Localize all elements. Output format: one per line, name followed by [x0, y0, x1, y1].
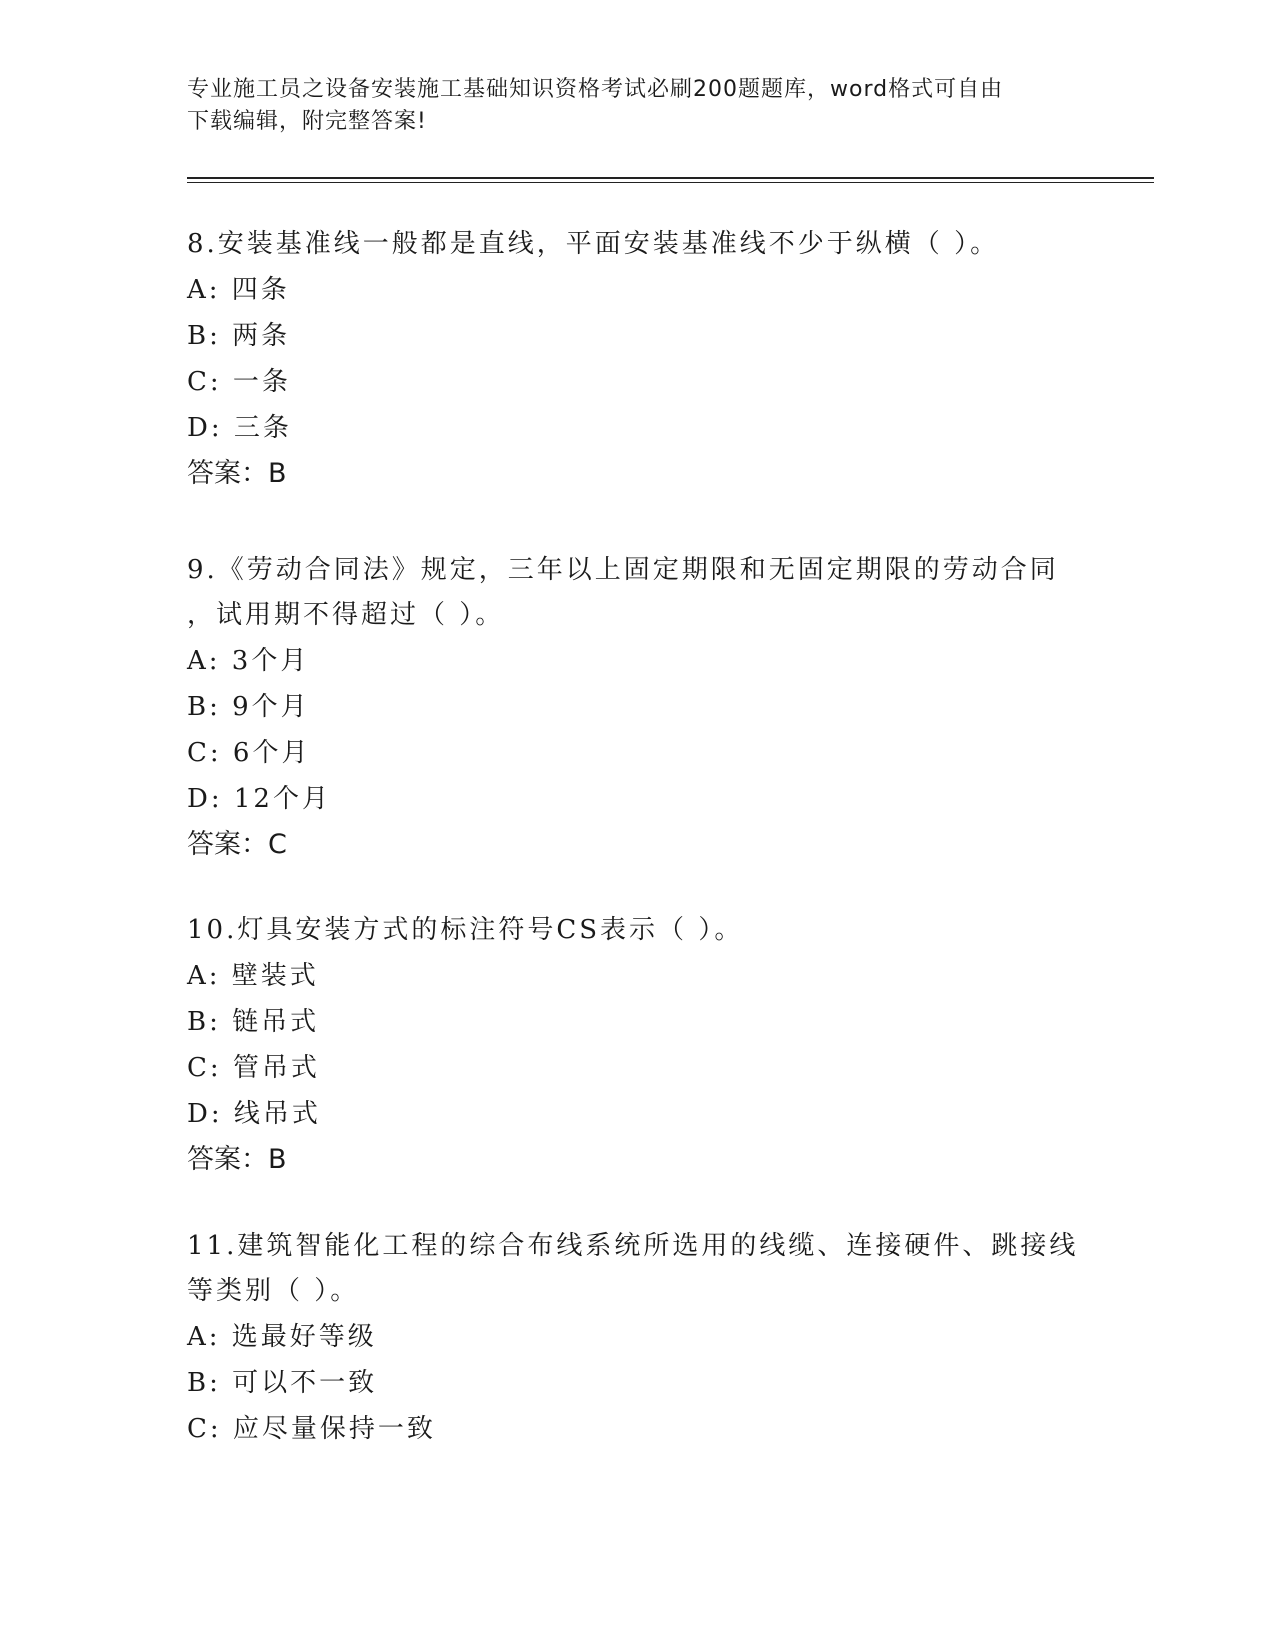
- option-c: C: 6个月: [187, 738, 311, 768]
- option-b: B: 可以不一致: [187, 1368, 378, 1398]
- question-stem-line-2: ，试用期不得超过（ ）。: [187, 600, 505, 630]
- header-divider-thin: [187, 182, 1154, 183]
- question-9: [187, 548, 1087, 868]
- option-d: D: 线吊式: [187, 1099, 321, 1129]
- option-b: B: 9个月: [187, 692, 310, 722]
- answer: 答案：B: [187, 1144, 287, 1175]
- option-b: B: 两条: [187, 321, 291, 351]
- header-title-line-1: 专业施工员之设备安装施工基础知识资格考试必刷200题题库，word格式可自由: [187, 77, 1004, 102]
- option-d: D: 三条: [187, 413, 292, 443]
- question-stem: 10.灯具安装方式的标注符号CS表示（ ）。: [187, 915, 744, 945]
- option-d: D: 12个月: [187, 784, 331, 814]
- document-header: [187, 74, 1087, 138]
- question-10: [187, 908, 1087, 1183]
- answer: 答案：C: [187, 829, 287, 860]
- question-11: [187, 1224, 1087, 1452]
- option-c: C: 一条: [187, 367, 291, 397]
- option-a: A: 壁装式: [187, 961, 319, 991]
- option-c: C: 管吊式: [187, 1053, 320, 1083]
- header-divider-thick: [187, 177, 1154, 179]
- question-stem-line-1: 11.建筑智能化工程的综合布线系统所选用的线缆、连接硬件、跳接线: [187, 1231, 1079, 1261]
- option-c: C: 应尽量保持一致: [187, 1414, 436, 1444]
- question-8: [187, 222, 1087, 497]
- answer: 答案：B: [187, 458, 287, 489]
- option-a: A: 四条: [187, 275, 290, 305]
- option-a: A: 选最好等级: [187, 1322, 377, 1352]
- question-stem: 8.安装基准线一般都是直线，平面安装基准线不少于纵横（ ）。: [187, 229, 1000, 259]
- option-b: B: 链吊式: [187, 1007, 320, 1037]
- option-a: A: 3个月: [187, 646, 310, 676]
- question-stem-line-1: 9.《劳动合同法》规定，三年以上固定期限和无固定期限的劳动合同: [187, 555, 1059, 585]
- header-title-line-2: 下载编辑，附完整答案!: [187, 109, 427, 134]
- question-stem-line-2: 等类别（ ）。: [187, 1276, 360, 1306]
